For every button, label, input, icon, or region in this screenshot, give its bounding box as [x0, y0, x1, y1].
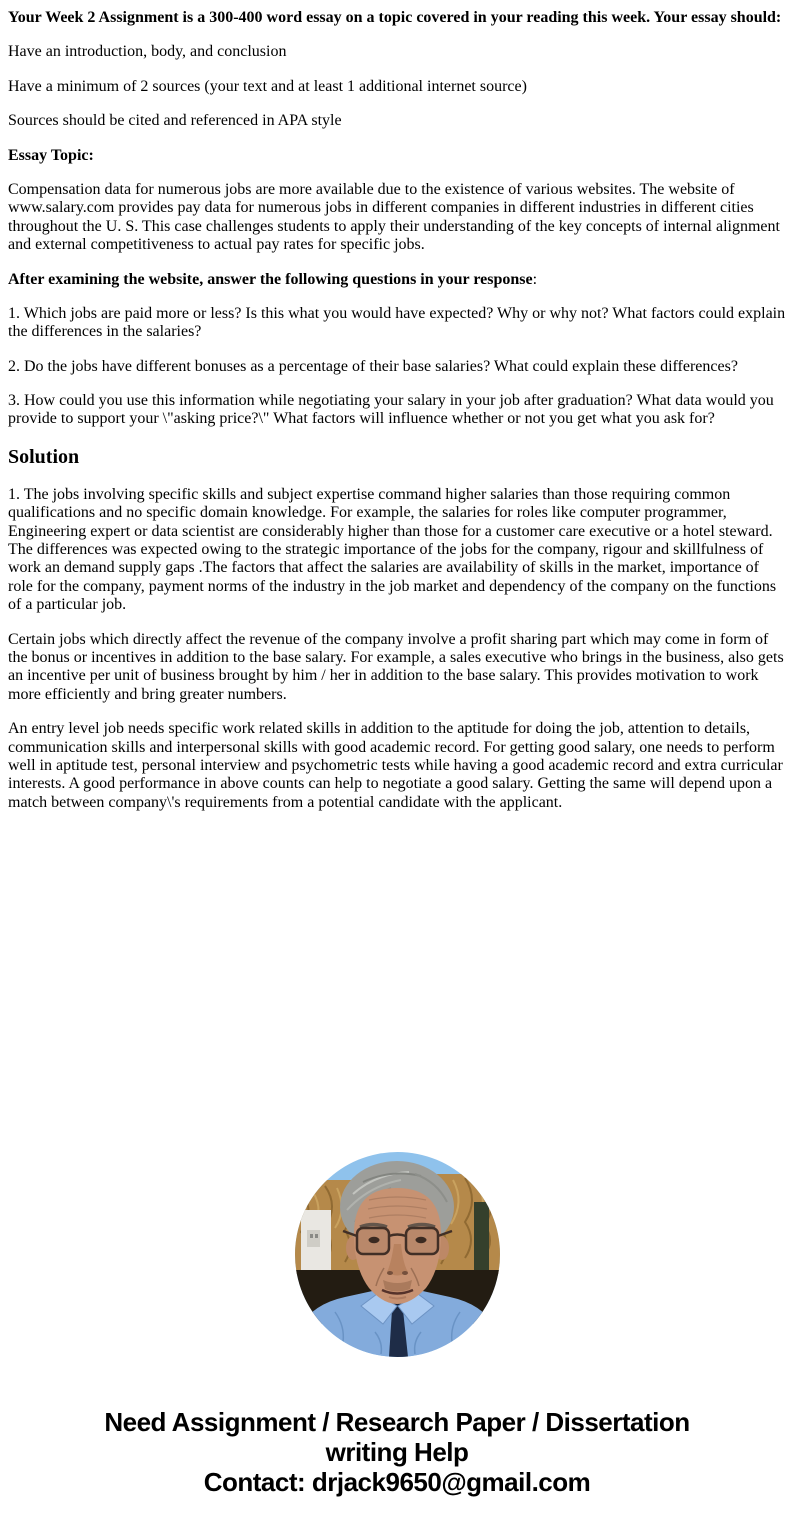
requirement-item: Have an introduction, body, and conclusion	[8, 43, 287, 61]
essay-topic-label-text: Essay Topic:	[8, 146, 94, 164]
promo-line: writing Help	[325, 1437, 469, 1468]
essay-topic-paragraph: Compensation data for numerous jobs are more available due to the existence of various websites. The website of www.salary.com provides pay data for numerous jobs in different companies in different industries in different cities throughout the U. S. This case challenges students to apply their understanding of the key concepts of internal alignment and external competitiveness to actual pay rates for specific jobs.	[8, 180, 780, 254]
requirement-item: Have a minimum of 2 sources (your text and at least 1 additional internet source)	[8, 77, 527, 95]
solution-paragraph: Certain jobs which directly affect the revenue of the company involve a profit sharing part which may come in form of the bonus or incentives in addition to the base salary. For example, a sales executive who brings in the business, also gets an incentive per unit of business brought by him / her in addition to the base salary. This provides motivation to work more efficiently and bring greater numbers.	[8, 630, 784, 703]
promo-line: Need Assignment / Research Paper / Dissertation	[104, 1407, 690, 1438]
promo-contact-line: Contact: drjack9650@gmail.com	[203, 1467, 591, 1498]
essay-topic-label	[8, 147, 786, 165]
requirement-item: Sources should be cited and referenced in APA style	[8, 112, 342, 130]
solution-paragraph: 1. The jobs involving specific skills and subject expertise command higher salaries than those requiring common qualifications and no specific domain knowledge. For example, the salaries for roles like computer programmer, Engineering expert or data scientist are considerably higher than those for a customer care executive or a hotel steward. The differences was expected owing to the strategic importance of the jobs for the company, rigour and skillfulness of work an demand supply gaps .The factors that affect the salaries are availability of skills in the market, importance of role for the company, payment norms of the industry in the job market and dependency of the company on the functions of a particular job.	[8, 485, 777, 614]
questions-heading-colon: :	[532, 270, 538, 288]
questions-heading-text: After examining the website, answer the following questions in your response	[8, 270, 533, 288]
assignment-intro-text: Your Week 2 Assignment is a 300-400 word essay on a topic covered in your reading this week. Your essay should:	[8, 9, 782, 26]
tutor-avatar-image	[295, 1152, 500, 1357]
questions-heading	[8, 271, 786, 289]
solution-paragraph: An entry level job needs specific work related skills in addition to the aptitude for doing the job, attention to details, communication skills and interpersonal skills with good academic record. For getting good salary, one needs to perform well in aptitude test, personal interview and psychometric tests while having a good academic record and extra curricular interests. A good performance in above counts can help to negotiate a good salary. Getting the same will depend upon a match between company\'s requirements from a potential candidate with the applicant.	[8, 720, 783, 811]
solution-heading: Solution	[8, 445, 80, 468]
question-item: 1. Which jobs are paid more or less? Is this what you would have expected? Why or why not? What factors could explain the differences in the salaries?	[8, 304, 786, 341]
assignment-intro	[8, 9, 786, 27]
tutor-photo	[295, 1152, 500, 1357]
question-item: 3. How could you use this information while negotiating your salary in your job after graduation? What data would you provide to support your \"asking price?\" What factors will influence whether or not you get what you ask for?	[8, 392, 774, 428]
promo-footer	[8, 1407, 786, 1497]
question-item: 2. Do the jobs have different bonuses as a percentage of their base salaries? What could explain these differences?	[8, 357, 738, 375]
